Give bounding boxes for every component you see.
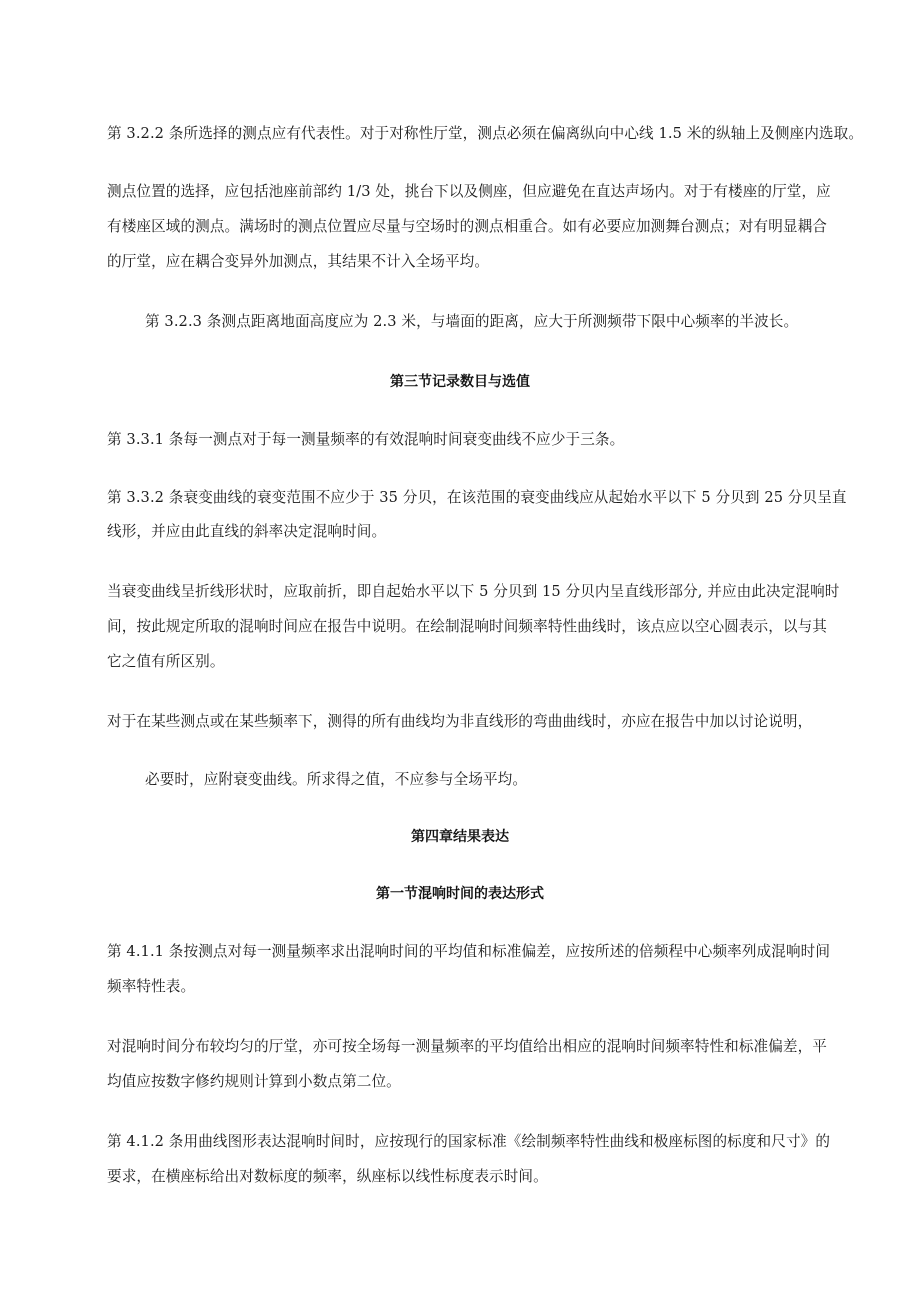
paragraph-4-1-2-line-2: 要求，在横座标给出对数标度的频率，纵座标以线性标度表示时间。 — [107, 1168, 548, 1185]
paragraph-measurement-points-line-3: 的厅堂，应在耦合变异外加测点，其结果不计入全场平均。 — [107, 253, 490, 270]
section-heading-expression-form: 第一节混响时间的表达形式 — [376, 886, 544, 902]
paragraph-4-1-1-line-1: 第 4.1.1 条按测点对每一测量频率求出混响时间的平均值和标准偏差，应按所述的倍频程中心频率列成混响时间 — [107, 943, 831, 960]
paragraph-4-1-2-line-1: 第 4.1.2 条用曲线图形表达混响时间时，应按现行的国家标准《绘制频率特性曲线和极座标图的标度和尺寸》的 — [107, 1133, 831, 1150]
paragraph-broken-line-1: 当衰变曲线呈折线形状时，应取前折，即自起始水平以下 5 分贝到 15 分贝内呈直线形部分, 并应由此决定混响时 — [107, 583, 840, 600]
chapter-heading-results: 第四章结果表达 — [411, 829, 509, 845]
paragraph-measurement-points-line-2: 有楼座区域的测点。满场时的测点位置应尽量与空场时的测点相重合。如有必要应加测舞台测点；对有明显耦合 — [107, 218, 827, 235]
paragraph-attach-curves-line-1: 必要时，应附衰变曲线。所求得之值，不应参与全场平均。 — [145, 771, 528, 788]
paragraph-measurement-points-line-1: 测点位置的选择，应包括池座前部约 1/3 处，挑台下以及侧座，但应避免在直达声场内。对于有楼座的厅堂，应 — [107, 183, 831, 200]
paragraph-4-1-1-line-2: 频率特性表。 — [107, 978, 196, 995]
paragraph-3-2-3-line-1: 第 3.2.3 条测点距离地面高度应为 2.3 米，与墙面的距离，应大于所测频带下限中心频率的半波长。 — [145, 313, 799, 330]
section-heading-records: 第三节记录数目与选值 — [390, 374, 530, 390]
paragraph-uniform-hall-line-1: 对混响时间分布较均匀的厅堂，亦可按全场每一测量频率的平均值给出相应的混响时间频率特性和标准偏差，平 — [107, 1038, 827, 1055]
paragraph-3-2-2-line-1: 第 3.2.2 条所选择的测点应有代表性。对于对称性厅堂，测点必须在偏离纵向中心线 1.5 米的纵轴上及侧座内选取。 — [107, 125, 864, 142]
paragraph-3-3-2-line-2: 线形，并应由此直线的斜率决定混响时间。 — [107, 523, 387, 540]
paragraph-uniform-hall-line-2: 均值应按数字修约规则计算到小数点第二位。 — [107, 1073, 401, 1090]
paragraph-nonlinear-line-1: 对于在某些测点或在某些频率下，测得的所有曲线均为非直线形的弯曲曲线时，亦应在报告中加以讨论说明， — [107, 713, 813, 730]
paragraph-broken-line-2: 间，按此规定所取的混响时间应在报告中说明。在绘制混响时间频率特性曲线时，该点应以空心圆表示，以与其 — [107, 618, 827, 635]
paragraph-3-3-1-line-1: 第 3.3.1 条每一测点对于每一测量频率的有效混响时间衰变曲线不应少于三条。 — [107, 431, 625, 448]
paragraph-3-3-2-line-1: 第 3.3.2 条衰变曲线的衰变范围不应少于 35 分贝，在该范围的衰变曲线应从起始水平以下 5 分贝到 25 分贝呈直 — [107, 489, 847, 506]
paragraph-broken-line-3: 它之值有所区别。 — [107, 653, 225, 670]
